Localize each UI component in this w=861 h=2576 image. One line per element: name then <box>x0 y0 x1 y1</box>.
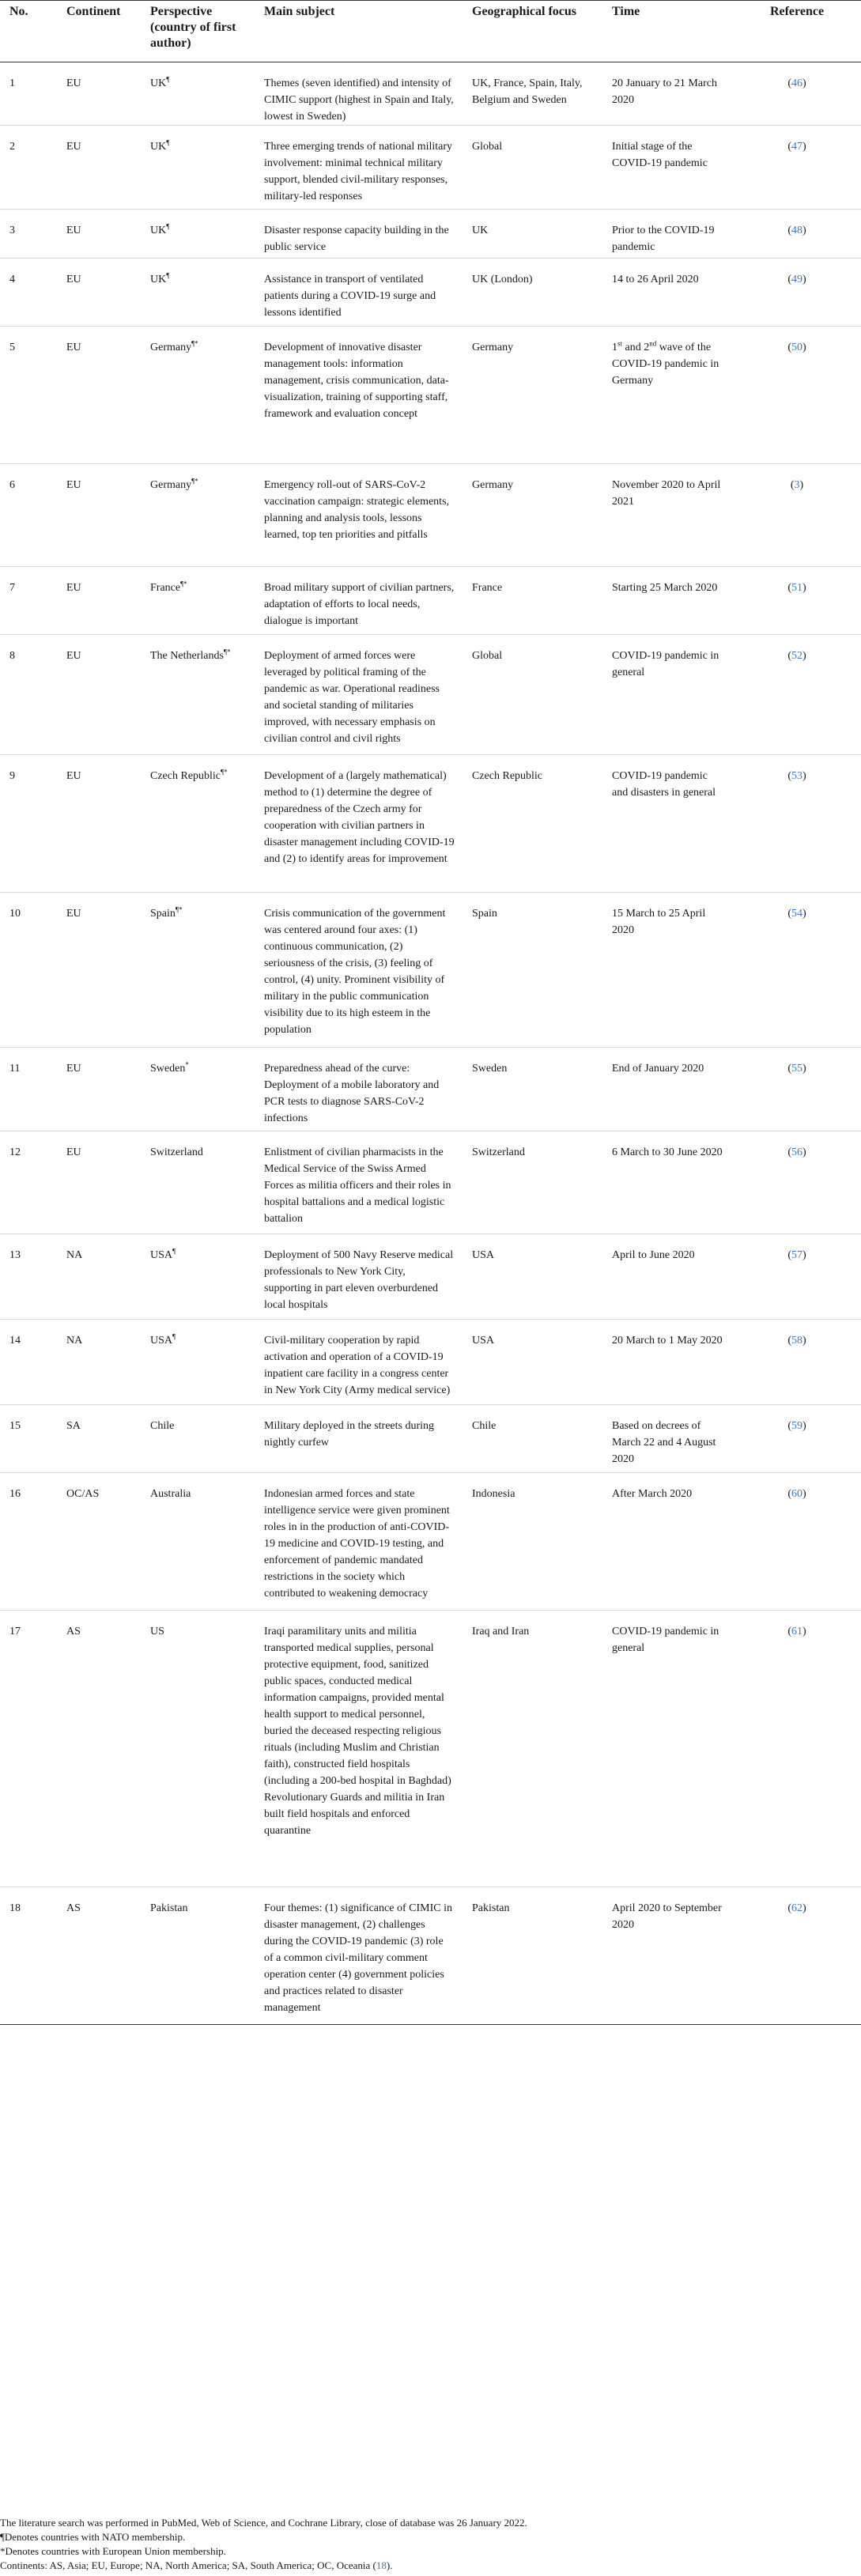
cell-perspective <box>141 259 255 327</box>
cell-continent: NA <box>57 1234 141 1320</box>
table-row <box>0 327 861 464</box>
cell-main-subject: Themes (seven identified) and intensity of CIMIC support (highest in Spain and Italy, lowest in Sweden) <box>255 62 463 126</box>
table-body <box>0 62 861 2025</box>
cell-continent: NA <box>57 1320 141 1405</box>
cell-continent: EU <box>57 755 141 893</box>
cell-geographical-focus: UK <box>463 210 602 259</box>
cell-no: 13 <box>0 1234 57 1320</box>
cell-main-subject: Deployment of 500 Navy Reserve medical professionals to New York City, supporting in part eleven overburdened local hospitals <box>255 1234 463 1320</box>
reference-link[interactable]: 55 <box>791 1063 802 1075</box>
footnote-reference-link[interactable]: 18 <box>376 2559 387 2571</box>
table-row <box>0 1611 861 1887</box>
cell-no: 6 <box>0 464 57 567</box>
membership-marker: ¶* <box>191 339 198 348</box>
reference-link[interactable]: 49 <box>791 274 802 285</box>
cell-no: 10 <box>0 893 57 1048</box>
cell-continent: EU <box>57 464 141 567</box>
table-header-row <box>0 1 861 62</box>
cell-geographical-focus: Czech Republic <box>463 755 602 893</box>
perspective-country: UK <box>150 77 167 89</box>
table-row <box>0 126 861 210</box>
cell-continent: AS <box>57 1611 141 1887</box>
membership-marker: * <box>185 1060 189 1069</box>
table-row <box>0 635 861 755</box>
table-row <box>0 567 861 635</box>
cell-perspective <box>141 1405 255 1473</box>
cell-perspective <box>141 1611 255 1887</box>
cell-geographical-focus: USA <box>463 1320 602 1405</box>
cell-no: 11 <box>0 1048 57 1131</box>
cell-no: 9 <box>0 755 57 893</box>
reference-link[interactable]: 60 <box>791 1488 802 1500</box>
cell-no: 12 <box>0 1131 57 1234</box>
cell-geographical-focus: USA <box>463 1234 602 1320</box>
table-row <box>0 1473 861 1611</box>
time-text-part: 1 <box>612 342 617 353</box>
reference-link[interactable]: 50 <box>791 342 802 353</box>
cell-time: COVID-19 pandemic in general <box>602 635 731 755</box>
reference-link[interactable]: 57 <box>791 1249 802 1261</box>
cell-geographical-focus: Global <box>463 635 602 755</box>
cell-no: 14 <box>0 1320 57 1405</box>
perspective-country: UK <box>150 225 167 236</box>
cell-perspective <box>141 755 255 893</box>
cell-perspective <box>141 1320 255 1405</box>
reference-link[interactable]: 47 <box>791 141 802 153</box>
cell-time: 20 March to 1 May 2020 <box>602 1320 731 1405</box>
cell-perspective <box>141 893 255 1048</box>
cell-time: November 2020 to April 2021 <box>602 464 731 567</box>
cell-main-subject: Emergency roll-out of SARS-CoV-2 vaccination campaign: strategic elements, planning and analysis tools, lessons learned, top ten priorities and pitfalls <box>255 464 463 567</box>
cell-no: 7 <box>0 567 57 635</box>
cell-perspective <box>141 1234 255 1320</box>
cell-no: 18 <box>0 1887 57 2025</box>
cell-reference: (50) <box>731 327 861 464</box>
cell-time: After March 2020 <box>602 1473 731 1611</box>
membership-marker: ¶* <box>221 768 228 776</box>
footnote-eu: *Denotes countries with European Union membership. <box>0 2545 226 2557</box>
cell-time: End of January 2020 <box>602 1048 731 1131</box>
cell-main-subject: Assistance in transport of ventilated patients during a COVID-19 surge and lessons identified <box>255 259 463 327</box>
cell-perspective <box>141 567 255 635</box>
membership-marker: ¶ <box>166 75 170 84</box>
time-text-part: wave of the COVID-19 pandemic in Germany <box>612 342 719 387</box>
membership-marker: ¶* <box>180 580 187 588</box>
time-text-part: and 2 <box>622 342 650 353</box>
cell-geographical-focus: Iraq and Iran <box>463 1611 602 1887</box>
perspective-country: Australia <box>150 1488 191 1500</box>
cell-continent: EU <box>57 259 141 327</box>
cell-perspective <box>141 1048 255 1131</box>
cell-time: April 2020 to September 2020 <box>602 1887 731 2025</box>
header-time: Time <box>602 1 731 62</box>
cell-geographical-focus: Sweden <box>463 1048 602 1131</box>
table-footnotes <box>0 2516 854 2573</box>
table-row <box>0 464 861 567</box>
footnote-search: The literature search was performed in PubMed, Web of Science, and Cochrane Library, close of database was 26 January 2022. <box>0 2517 527 2529</box>
cell-main-subject: Development of a (largely mathematical) method to (1) determine the degree of preparedness of the Czech army for cooperation with civilian partners in disaster management including COVID-19 and (2) to identify areas for improvement <box>255 755 463 893</box>
perspective-country: Chile <box>150 1420 175 1432</box>
cell-time: Based on decrees of March 22 and 4 August 2020 <box>602 1405 731 1473</box>
cell-reference: (46) <box>731 62 861 126</box>
cell-continent: OC/AS <box>57 1473 141 1611</box>
cell-reference: (54) <box>731 893 861 1048</box>
cell-reference: (47) <box>731 126 861 210</box>
cell-reference: (49) <box>731 259 861 327</box>
cell-time <box>602 327 731 464</box>
reference-link[interactable]: 56 <box>791 1146 802 1158</box>
cell-geographical-focus: Global <box>463 126 602 210</box>
cell-time: COVID-19 pandemic and disasters in general <box>602 755 731 893</box>
membership-marker: ¶* <box>191 477 198 485</box>
cell-geographical-focus: UK (London) <box>463 259 602 327</box>
cell-perspective <box>141 1887 255 2025</box>
cell-reference: (58) <box>731 1320 861 1405</box>
cell-continent: EU <box>57 1131 141 1234</box>
cell-perspective <box>141 1131 255 1234</box>
reference-link[interactable]: 52 <box>791 650 802 662</box>
perspective-country: USA <box>150 1249 173 1261</box>
cell-main-subject: Civil-military cooperation by rapid activation and operation of a COVID-19 inpatient care facility in a congress center in New York City (Army medical service) <box>255 1320 463 1405</box>
table-row <box>0 755 861 893</box>
cell-geographical-focus: Indonesia <box>463 1473 602 1611</box>
membership-marker: ¶* <box>223 648 231 656</box>
membership-marker: ¶ <box>166 271 170 280</box>
cell-perspective <box>141 62 255 126</box>
cell-time: Prior to the COVID-19 pandemic <box>602 210 731 259</box>
membership-marker: ¶* <box>175 905 183 914</box>
cell-no: 3 <box>0 210 57 259</box>
table-row <box>0 1234 861 1320</box>
cell-time: 15 March to 25 April 2020 <box>602 893 731 1048</box>
cell-continent: AS <box>57 1887 141 2025</box>
perspective-country: The Netherlands <box>150 650 224 662</box>
header-main-subject: Main subject <box>255 1 463 62</box>
cell-main-subject: Iraqi paramilitary units and militia transported medical supplies, personal protective equipment, food, sanitized public spaces, conducted medical information campaigns, provided mental health support to medical personnel, buried the deceased respecting religious rituals (including Muslim and Christian faith), constructed field hospitals (including a 200-bed hospital in Baghdad) Revolutionary Guards and militia in Iran built field hospitals and enforced quarantine <box>255 1611 463 1887</box>
cell-geographical-focus: Germany <box>463 464 602 567</box>
cell-perspective <box>141 635 255 755</box>
perspective-country: France <box>150 582 181 594</box>
cell-no: 16 <box>0 1473 57 1611</box>
perspective-country: Germany <box>150 479 192 491</box>
cell-reference: (60) <box>731 1473 861 1611</box>
cell-main-subject: Enlistment of civilian pharmacists in the Medical Service of the Swiss Armed Forces as militia officers and their roles in hospital battalions and a medical logistic battalion <box>255 1131 463 1234</box>
perspective-country: Spain <box>150 908 176 920</box>
cell-perspective <box>141 126 255 210</box>
table-row <box>0 1320 861 1405</box>
cell-no: 4 <box>0 259 57 327</box>
cell-main-subject: Indonesian armed forces and state intelligence service were given prominent roles in in the production of anti-COVID-19 medicine and COVID-19 testing, and enforcement of pandemic mandated restrictions in the society which contributed to weakening democracy <box>255 1473 463 1611</box>
time-text-part: nd <box>649 339 657 348</box>
table-row <box>0 62 861 126</box>
reference-link[interactable]: 61 <box>791 1626 802 1637</box>
cell-time: COVID-19 pandemic in general <box>602 1611 731 1887</box>
cell-main-subject: Preparedness ahead of the curve: Deployment of a mobile laboratory and PCR tests to diagnose SARS-CoV-2 infections <box>255 1048 463 1131</box>
reference-link[interactable]: 51 <box>791 582 802 594</box>
table-row <box>0 210 861 259</box>
cell-main-subject: Development of innovative disaster management tools: information management, crisis communication, data-visualization, training of supporting staff, framework and evaluation concept <box>255 327 463 464</box>
cell-reference: (51) <box>731 567 861 635</box>
cell-time: April to June 2020 <box>602 1234 731 1320</box>
cell-reference: (59) <box>731 1405 861 1473</box>
cell-perspective <box>141 464 255 567</box>
reference-link[interactable]: 3 <box>794 479 800 491</box>
header-geographical-focus: Geographical focus <box>463 1 602 62</box>
cell-main-subject: Military deployed in the streets during nightly curfew <box>255 1405 463 1473</box>
cell-reference: (61) <box>731 1611 861 1887</box>
cell-time: 14 to 26 April 2020 <box>602 259 731 327</box>
cell-no: 1 <box>0 62 57 126</box>
cell-continent: EU <box>57 210 141 259</box>
cell-geographical-focus: Pakistan <box>463 1887 602 2025</box>
cell-reference: (56) <box>731 1131 861 1234</box>
cell-reference: (3) <box>731 464 861 567</box>
cell-continent: EU <box>57 893 141 1048</box>
cell-main-subject: Crisis communication of the government was centered around four axes: (1) continuous communication, (2) seriousness of the crisis, (3) feeling of control, (4) unity. Prominent visibility of military in the public communication visibility due to its high esteem in the population <box>255 893 463 1048</box>
cell-geographical-focus: Spain <box>463 893 602 1048</box>
cell-perspective <box>141 210 255 259</box>
reference-link[interactable]: 53 <box>791 770 802 782</box>
cell-reference: (48) <box>731 210 861 259</box>
cell-reference: (55) <box>731 1048 861 1131</box>
cell-geographical-focus: UK, France, Spain, Italy, Belgium and Sweden <box>463 62 602 126</box>
footnote-nato: ¶Denotes countries with NATO membership. <box>0 2531 186 2543</box>
table-row <box>0 1048 861 1131</box>
cell-continent: EU <box>57 567 141 635</box>
cell-continent: EU <box>57 62 141 126</box>
header-continent: Continent <box>57 1 141 62</box>
footnote-continents: Continents: AS, Asia; EU, Europe; NA, North America; SA, South America; OC, Oceania (18). <box>0 2559 393 2571</box>
header-no: No. <box>0 1 57 62</box>
cell-main-subject: Deployment of armed forces were leveraged by political framing of the pandemic as war. Operational readiness and societal standing of militaries improved, with necessary emphasis on civilian control and civil rights <box>255 635 463 755</box>
cell-geographical-focus: Switzerland <box>463 1131 602 1234</box>
reference-link[interactable]: 59 <box>791 1420 802 1432</box>
cell-no: 15 <box>0 1405 57 1473</box>
perspective-country: Switzerland <box>150 1146 203 1158</box>
cell-main-subject: Disaster response capacity building in the public service <box>255 210 463 259</box>
perspective-country: Sweden <box>150 1063 186 1075</box>
cell-continent: EU <box>57 1048 141 1131</box>
reference-link[interactable]: 48 <box>791 225 802 236</box>
cell-time: 6 March to 30 June 2020 <box>602 1131 731 1234</box>
cell-no: 2 <box>0 126 57 210</box>
cell-main-subject: Three emerging trends of national military involvement: minimal technical military support, blended civil-military responses, military-led responses <box>255 126 463 210</box>
cell-geographical-focus: Germany <box>463 327 602 464</box>
perspective-country: UK <box>150 141 167 153</box>
time-text-part: st <box>617 339 623 348</box>
table-row <box>0 1887 861 2025</box>
reference-link[interactable]: 58 <box>791 1335 802 1347</box>
table-row <box>0 1131 861 1234</box>
cell-continent: EU <box>57 327 141 464</box>
perspective-country: US <box>150 1626 164 1637</box>
membership-marker: ¶ <box>172 1247 176 1256</box>
perspective-country: Germany <box>150 342 192 353</box>
cell-continent: EU <box>57 635 141 755</box>
table-row <box>0 259 861 327</box>
cell-continent: SA <box>57 1405 141 1473</box>
cell-reference: (62) <box>731 1887 861 2025</box>
cell-main-subject: Broad military support of civilian partners, adaptation of efforts to local needs, dialogue is important <box>255 567 463 635</box>
cell-time: Starting 25 March 2020 <box>602 567 731 635</box>
cell-no: 8 <box>0 635 57 755</box>
cell-time: Initial stage of the COVID-19 pandemic <box>602 126 731 210</box>
cell-reference: (57) <box>731 1234 861 1320</box>
reference-link[interactable]: 62 <box>791 1902 802 1914</box>
cell-no: 17 <box>0 1611 57 1887</box>
cell-time: 20 January to 21 March 2020 <box>602 62 731 126</box>
membership-marker: ¶ <box>166 138 170 147</box>
reference-link[interactable]: 46 <box>791 77 802 89</box>
membership-marker: ¶ <box>166 222 170 231</box>
cell-geographical-focus: France <box>463 567 602 635</box>
cell-perspective <box>141 327 255 464</box>
header-perspective: Perspective (country of first author) <box>141 1 255 62</box>
header-reference: Reference <box>731 1 861 62</box>
perspective-country: USA <box>150 1335 173 1347</box>
table-row <box>0 893 861 1048</box>
cell-no: 5 <box>0 327 57 464</box>
membership-marker: ¶ <box>172 1332 176 1341</box>
cell-perspective <box>141 1473 255 1611</box>
table-row <box>0 1405 861 1473</box>
perspective-country: Pakistan <box>150 1902 188 1914</box>
perspective-country: Czech Republic <box>150 770 221 782</box>
cell-main-subject: Four themes: (1) significance of CIMIC in disaster management, (2) challenges during the COVID-19 pandemic (3) role of a common civil-military comment operation center (4) government policies and practices related to disaster management <box>255 1887 463 2025</box>
reference-link[interactable]: 54 <box>791 908 802 920</box>
perspective-country: UK <box>150 274 167 285</box>
cell-reference: (52) <box>731 635 861 755</box>
cell-geographical-focus: Chile <box>463 1405 602 1473</box>
cell-continent: EU <box>57 126 141 210</box>
cell-reference: (53) <box>731 755 861 893</box>
